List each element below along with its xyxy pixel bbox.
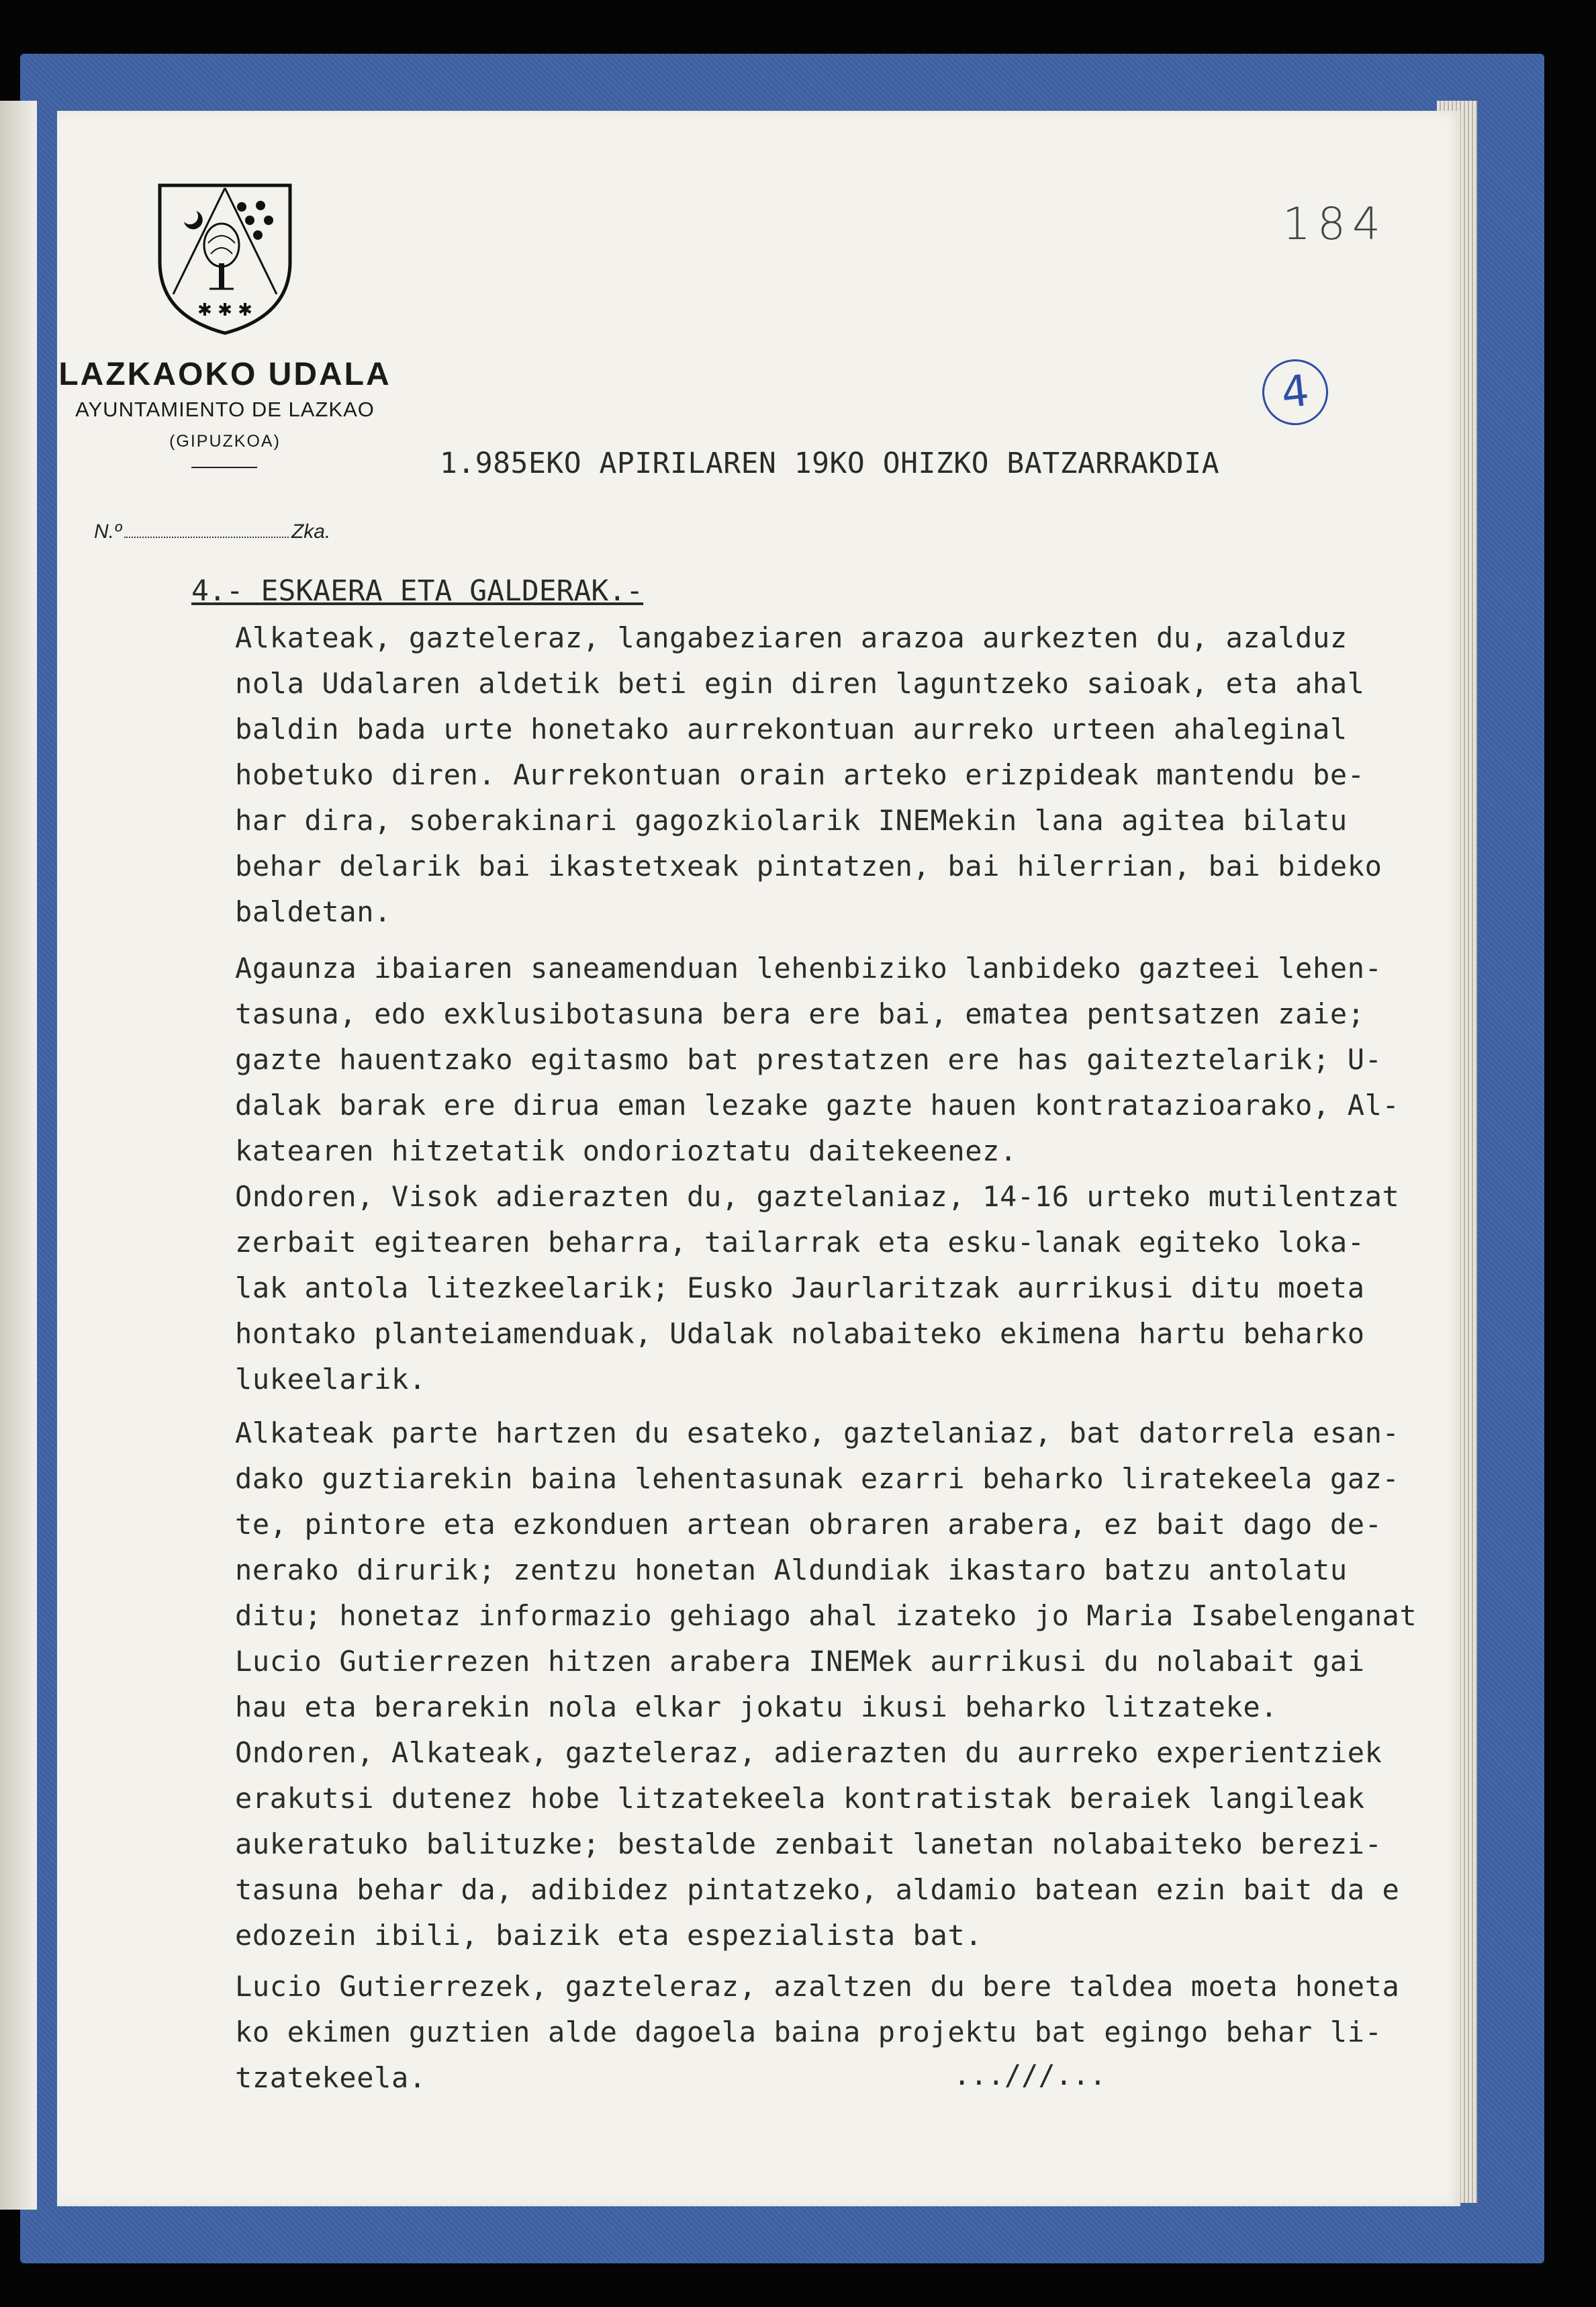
circled-annotation: 4 [1259, 356, 1331, 428]
reference-number-field [94, 521, 330, 543]
body-line: har dira, soberakinari gagozkiolarik INEMekin lana agitea bilatu [235, 804, 1348, 837]
municipality-name: LAZKAOKO UDALA [58, 357, 391, 392]
body-line: erakutsi dutenez hobe litzatekeela kontratistak beraiek langileak [235, 1782, 1365, 1815]
body-line: nola Udalaren aldetik beti egin diren laguntzeko saioak, eta ahal [235, 667, 1365, 700]
province-name: (GIPUZKOA) [169, 432, 281, 451]
body-line: aukeratuko balituzke; bestalde zenbait lanetan nolabaiteko berezi- [235, 1827, 1382, 1860]
body-line: edozein ibili, baizik eta espezialista bat. [235, 1919, 983, 1952]
reference-suffix: Zka. [291, 521, 331, 543]
body-line: hau eta berarekin nola elkar jokatu ikusi beharko litzateke. [235, 1690, 1278, 1723]
body-line: Alkateak parte hartzen du esateko, gaztelaniaz, bat datorrela esan- [235, 1416, 1400, 1449]
body-line: gazte hauentzako egitasmo bat prestatzen ere has gaiteztelarik; U- [235, 1043, 1382, 1076]
body-line: Ondoren, Visok adierazten du, gaztelaniaz, 14-16 urteko mutilentzat [235, 1180, 1400, 1213]
body-line: lak antola litezkeelarik; Eusko Jaurlaritzak aurrikusi ditu moeta [235, 1271, 1365, 1304]
document-title: 1.985EKO APIRILAREN 19KO OHIZKO BATZARRAKDIA [440, 447, 1220, 480]
body-line: baldetan. [235, 895, 391, 928]
continuation-mark: ...///... [953, 2059, 1107, 2091]
body-line: dalak barak ere dirua eman lezake gazte hauen kontratazioarako, Al- [235, 1089, 1400, 1122]
body-line: te, pintore eta ezkonduen artean obraren arabera, ez bait dago de- [235, 1508, 1382, 1541]
previous-page-edge [0, 101, 37, 2210]
reference-prefix: N.º [94, 521, 122, 543]
body-line: baldin bada urte honetako aurrekontuan aurreko urteen ahaleginal [235, 713, 1348, 745]
body-line: hobetuko diren. Aurrekontuan orain arteko erizpideak mantendu be- [235, 758, 1365, 791]
coat-of-arms-icon [154, 181, 295, 336]
body-line: lukeelarik. [235, 1363, 426, 1396]
body-line: behar delarik bai ikastetxeak pintatzen, bai hilerrian, bai bideko [235, 850, 1382, 883]
body-line: tzatekeela. [235, 2061, 426, 2094]
body-line: nerako dirurik; zentzu honetan Aldundiak ikastaro batzu antolatu [235, 1553, 1348, 1586]
body-line: Alkateak, gazteleraz, langabeziaren arazoa aurkezten du, azalduz [235, 621, 1348, 654]
body-line: ko ekimen guztien alde dagoela baina projektu bat egingo behar li- [235, 2016, 1382, 2048]
body-line: Agaunza ibaiaren saneamenduan lehenbiziko lanbideko gazteei lehen- [235, 952, 1382, 985]
municipality-name-spanish: AYUNTAMIENTO DE LAZKAO [75, 398, 375, 421]
document-page [57, 111, 1460, 2206]
body-line: dako guztiarekin baina lehentasunak ezarri beharko liratekeela gaz- [235, 1462, 1400, 1495]
body-line: zerbait egitearen beharra, tailarrak eta esku-lanak egiteko loka- [235, 1226, 1365, 1259]
body-line: ditu; honetaz informazio gehiago ahal izateko jo Maria Isabelenganat [235, 1599, 1417, 1632]
body-line: Lucio Gutierrezen hitzen arabera INEMek aurrikusi du nolabait gai [235, 1645, 1365, 1678]
body-line: Ondoren, Alkateak, gazteleraz, adierazten du aurreko experientziek [235, 1736, 1382, 1769]
page-number: 184 [1282, 198, 1387, 250]
body-line: tasuna, edo exklusibotasuna bera ere bai, ematea pentsatzen zaie; [235, 997, 1365, 1030]
svg-text:✱ ✱ ✱: ✱ ✱ ✱ [197, 300, 252, 320]
reference-dotted-line [124, 537, 289, 538]
body-line: katearen hitzetatik ondorioztatu daitekeenez. [235, 1134, 1017, 1167]
body-line: Lucio Gutierrezek, gazteleraz, azaltzen du bere taldea moeta honeta [235, 1970, 1400, 2003]
body-line: tasuna behar da, adibidez pintatzeko, aldamio batean ezin bait da e [235, 1873, 1400, 1906]
section-heading: 4.- ESKAERA ETA GALDERAK.- [191, 574, 644, 608]
body-line: hontako planteiamenduak, Udalak nolabaiteko ekimena hartu beharko [235, 1317, 1365, 1350]
header-divider [191, 467, 257, 468]
